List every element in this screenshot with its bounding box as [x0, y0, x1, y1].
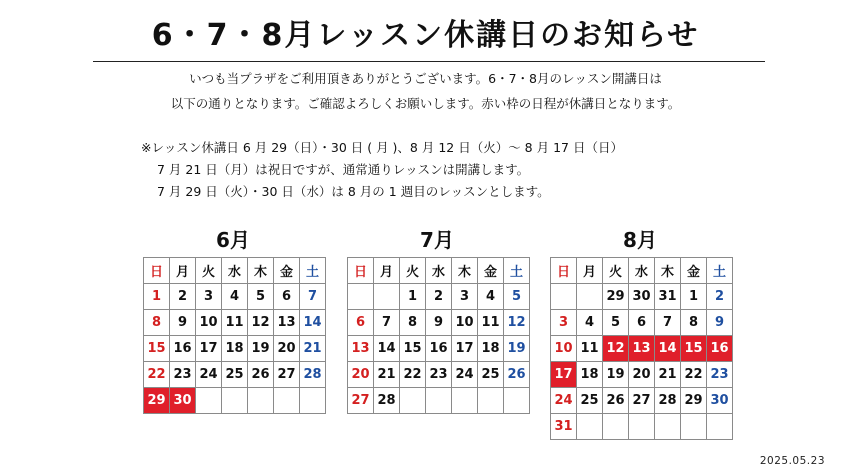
calendar-day: 30 [707, 388, 733, 414]
weekday-header-row [551, 258, 733, 284]
weekday-header: 土 [707, 258, 733, 284]
calendar-day: 15 [144, 336, 170, 362]
calendar-day: 16 [707, 336, 733, 362]
calendar-day: 8 [144, 310, 170, 336]
calendar-week-row [348, 388, 530, 414]
notes-block [141, 137, 623, 203]
calendar-day: 14 [300, 310, 326, 336]
calendar-day: 28 [374, 388, 400, 414]
intro-line: 以下の通りとなります。ご確認よろしくお願いします。赤い枠の日程が休講日となります。 [170, 96, 681, 111]
calendar-day: 18 [222, 336, 248, 362]
calendar-day: 1 [400, 284, 426, 310]
calendar-day: 20 [274, 336, 300, 362]
calendar-empty-cell [400, 388, 426, 414]
calendar-june [143, 257, 326, 414]
calendar-day: 9 [170, 310, 196, 336]
calendar-day: 27 [274, 362, 300, 388]
weekday-header: 木 [452, 258, 478, 284]
note-line: ※レッスン休講日 6 月 29（日）・30 日 ( 月 )、8 月 12 日（火）〜 8 月 17 日（日） [141, 140, 623, 155]
calendar-day: 7 [300, 284, 326, 310]
weekday-header: 月 [170, 258, 196, 284]
calendar-empty-cell [681, 414, 707, 440]
calendar-day: 6 [348, 310, 374, 336]
calendar-week-row [144, 336, 326, 362]
calendar-day: 9 [426, 310, 452, 336]
calendar-day: 27 [629, 388, 655, 414]
calendar-empty-cell [248, 388, 274, 414]
calendar-day: 15 [681, 336, 707, 362]
calendar-day: 24 [551, 388, 577, 414]
calendar-day: 9 [707, 310, 733, 336]
calendar-week-row [144, 284, 326, 310]
weekday-header: 水 [629, 258, 655, 284]
weekday-header: 水 [426, 258, 452, 284]
calendar-day: 21 [655, 362, 681, 388]
calendar-week-row [551, 284, 733, 310]
calendar-day: 4 [478, 284, 504, 310]
calendar-day: 1 [144, 284, 170, 310]
calendar-day: 29 [681, 388, 707, 414]
calendar-day: 12 [248, 310, 274, 336]
calendar-day: 28 [655, 388, 681, 414]
calendar-week-row [144, 310, 326, 336]
weekday-header: 水 [222, 258, 248, 284]
calendar-empty-cell [655, 414, 681, 440]
calendar-day: 7 [374, 310, 400, 336]
calendar-day: 5 [603, 310, 629, 336]
calendar-empty-cell [629, 414, 655, 440]
calendar-day: 26 [248, 362, 274, 388]
calendar-empty-cell [374, 284, 400, 310]
calendar-empty-cell [300, 388, 326, 414]
intro-line: いつも当プラザをご利用頂きありがとうございます。6・7・8月のレッスン開講日は [189, 71, 662, 86]
calendar-day: 11 [222, 310, 248, 336]
calendar-day: 21 [300, 336, 326, 362]
calendar-empty-cell [348, 284, 374, 310]
calendar-july [347, 257, 530, 414]
calendar-empty-cell [504, 388, 530, 414]
calendar-day: 3 [452, 284, 478, 310]
calendar-day: 23 [707, 362, 733, 388]
weekday-header: 土 [504, 258, 530, 284]
calendar-week-row [551, 336, 733, 362]
calendar-day: 28 [300, 362, 326, 388]
calendar-empty-cell [707, 414, 733, 440]
weekday-header: 日 [348, 258, 374, 284]
calendar-day: 12 [504, 310, 530, 336]
calendar-week-row [144, 388, 326, 414]
calendar-day: 25 [478, 362, 504, 388]
month-label-august: 8月 [623, 228, 657, 252]
calendar-day: 25 [222, 362, 248, 388]
calendar-day: 7 [655, 310, 681, 336]
calendar-day: 26 [603, 388, 629, 414]
weekday-header: 火 [196, 258, 222, 284]
calendar-day: 29 [144, 388, 170, 414]
weekday-header: 土 [300, 258, 326, 284]
calendar-day: 13 [274, 310, 300, 336]
calendar-day: 5 [248, 284, 274, 310]
calendar-day: 16 [170, 336, 196, 362]
calendar-day: 22 [681, 362, 707, 388]
intro-text [0, 66, 851, 116]
note-line: 7 月 29 日（火）・30 日（水）は 8 月の 1 週目のレッスンとします。 [157, 184, 550, 199]
calendar-august [550, 257, 733, 440]
calendar-day: 30 [629, 284, 655, 310]
weekday-header: 金 [274, 258, 300, 284]
calendar-day: 19 [504, 336, 530, 362]
calendar-day: 29 [603, 284, 629, 310]
calendar-week-row [551, 388, 733, 414]
calendar-day: 31 [655, 284, 681, 310]
calendar-day: 15 [400, 336, 426, 362]
calendar-day: 12 [603, 336, 629, 362]
calendar-day: 14 [374, 336, 400, 362]
calendar-day: 17 [551, 362, 577, 388]
calendar-day: 18 [577, 362, 603, 388]
weekday-header-row [144, 258, 326, 284]
calendar-day: 13 [629, 336, 655, 362]
weekday-header-row [348, 258, 530, 284]
weekday-header: 月 [374, 258, 400, 284]
calendar-day: 4 [577, 310, 603, 336]
month-label-june: 6月 [216, 228, 250, 252]
calendar-week-row [348, 362, 530, 388]
calendar-day: 6 [629, 310, 655, 336]
weekday-header: 金 [681, 258, 707, 284]
calendar-week-row [348, 336, 530, 362]
calendar-week-row [348, 284, 530, 310]
calendar-week-row [551, 414, 733, 440]
calendar-day: 2 [707, 284, 733, 310]
calendar-empty-cell [426, 388, 452, 414]
calendar-day: 14 [655, 336, 681, 362]
calendar-week-row [144, 362, 326, 388]
calendar-week-row [551, 362, 733, 388]
calendar-day: 21 [374, 362, 400, 388]
month-label-july: 7月 [420, 228, 454, 252]
calendar-day: 24 [452, 362, 478, 388]
calendar-day: 20 [629, 362, 655, 388]
calendar-day: 30 [170, 388, 196, 414]
calendar-day: 31 [551, 414, 577, 440]
calendar-day: 23 [426, 362, 452, 388]
calendar-day: 10 [196, 310, 222, 336]
calendar-day: 19 [603, 362, 629, 388]
calendar-day: 20 [348, 362, 374, 388]
calendar-day: 11 [478, 310, 504, 336]
calendar-day: 11 [577, 336, 603, 362]
title-underline [93, 61, 765, 62]
calendar-empty-cell [196, 388, 222, 414]
calendar-day: 4 [222, 284, 248, 310]
calendar-day: 3 [196, 284, 222, 310]
weekday-header: 木 [248, 258, 274, 284]
calendar-day: 22 [144, 362, 170, 388]
note-line: 7 月 21 日（月）は祝日ですが、通常通りレッスンは開講します。 [157, 162, 530, 177]
calendar-day: 8 [400, 310, 426, 336]
calendar-empty-cell [577, 284, 603, 310]
calendar-day: 2 [170, 284, 196, 310]
calendar-empty-cell [577, 414, 603, 440]
calendar-day: 17 [196, 336, 222, 362]
calendar-week-row [551, 310, 733, 336]
calendar-day: 1 [681, 284, 707, 310]
page-title: 6・7・8月レッスン休講日のお知らせ [151, 18, 700, 53]
calendar-day: 3 [551, 310, 577, 336]
calendar-day: 24 [196, 362, 222, 388]
calendar-day: 8 [681, 310, 707, 336]
calendar-empty-cell [452, 388, 478, 414]
weekday-header: 金 [478, 258, 504, 284]
weekday-header: 木 [655, 258, 681, 284]
calendar-day: 16 [426, 336, 452, 362]
calendar-empty-cell [274, 388, 300, 414]
calendar-empty-cell [551, 284, 577, 310]
calendar-day: 19 [248, 336, 274, 362]
calendar-day: 25 [577, 388, 603, 414]
calendar-day: 13 [348, 336, 374, 362]
calendar-day: 22 [400, 362, 426, 388]
weekday-header: 日 [551, 258, 577, 284]
calendar-day: 23 [170, 362, 196, 388]
calendar-day: 10 [452, 310, 478, 336]
date-stamp: 2025.05.23 [759, 455, 825, 467]
calendar-week-row [348, 310, 530, 336]
calendar-day: 10 [551, 336, 577, 362]
calendar-day: 26 [504, 362, 530, 388]
calendar-day: 2 [426, 284, 452, 310]
calendar-day: 27 [348, 388, 374, 414]
weekday-header: 月 [577, 258, 603, 284]
calendar-empty-cell [603, 414, 629, 440]
calendar-day: 5 [504, 284, 530, 310]
weekday-header: 火 [603, 258, 629, 284]
calendar-day: 17 [452, 336, 478, 362]
calendar-day: 6 [274, 284, 300, 310]
calendar-empty-cell [222, 388, 248, 414]
weekday-header: 火 [400, 258, 426, 284]
weekday-header: 日 [144, 258, 170, 284]
calendar-empty-cell [478, 388, 504, 414]
calendar-day: 18 [478, 336, 504, 362]
